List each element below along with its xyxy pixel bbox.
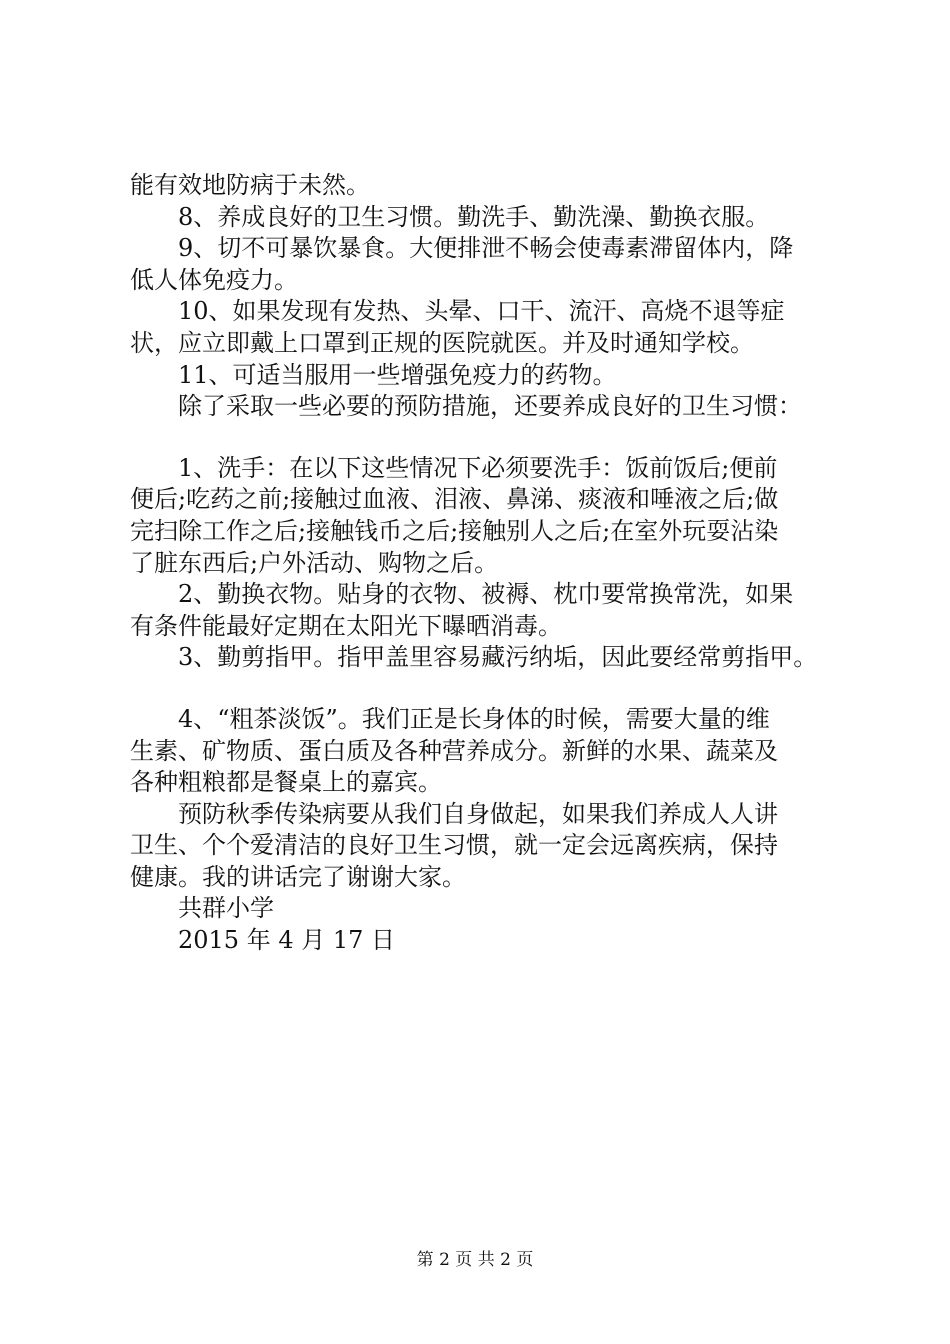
signature-school: 共群小学 (178, 894, 274, 923)
text-line: 低人体免疫力。 (130, 265, 298, 294)
text-line: 8、养成良好的卫生习惯。勤洗手、勤洗澡、勤换衣服。 (178, 202, 770, 231)
signature-date: 2015 年 4 月 17 日 (178, 926, 396, 955)
text-line: 2、勤换衣物。贴身的衣物、被褥、枕巾要常换常洗，如果 (178, 580, 794, 609)
text-line: 生素、矿物质、蛋白质及各种营养成分。新鲜的水果、蔬菜及 (130, 736, 778, 765)
text-line: 卫生、个个爱清洁的良好卫生习惯，就一定会远离疾病，保持 (130, 831, 778, 860)
text-line: 状，应立即戴上口罩到正规的医院就医。并及时通知学校。 (130, 328, 754, 357)
text-line: 11、可适当服用一些增强免疫力的药物。 (178, 360, 617, 389)
text-line: 1、洗手：在以下这些情况下必须要洗手：饭前饭后;便前 (178, 453, 778, 482)
text-line: 9、切不可暴饮暴食。大便排泄不畅会使毒素滞留体内，降 (178, 234, 794, 263)
page-footer: 第 2 页 共 2 页 (416, 1250, 534, 1270)
text-line: 健康。我的讲话完了谢谢大家。 (130, 862, 466, 891)
text-line: 了脏东西后;户外活动、购物之后。 (130, 548, 499, 577)
paragraph-gap (130, 674, 840, 704)
text-line: 4、“粗茶淡饭”。我们正是长身体的时候，需要大量的维 (178, 704, 770, 733)
text-line: 完扫除工作之后;接触钱币之后;接触别人之后;在室外玩耍沾染 (130, 516, 779, 545)
text-line: 各种粗粮都是餐桌上的嘉宾。 (130, 768, 442, 797)
text-line: 能有效地防病于未然。 (130, 171, 370, 199)
text-line: 便后;吃药之前;接触过血液、泪液、鼻涕、痰液和唾液之后;做 (130, 485, 779, 514)
text-line: 有条件能最好定期在太阳光下曝晒消毒。 (130, 611, 562, 640)
document-body (130, 170, 840, 957)
text-line: 10、如果发现有发热、头晕、口干、流汗、高烧不退等症 (178, 297, 785, 326)
text-line: 除了采取一些必要的预防措施，还要养成良好的卫生习惯： (178, 392, 802, 421)
text-line: 3、勤剪指甲。指甲盖里容易藏污纳垢，因此要经常剪指甲。 (178, 643, 818, 672)
paragraph-gap (130, 423, 840, 453)
text-line: 预防秋季传染病要从我们自身做起，如果我们养成人人讲 (178, 799, 778, 828)
